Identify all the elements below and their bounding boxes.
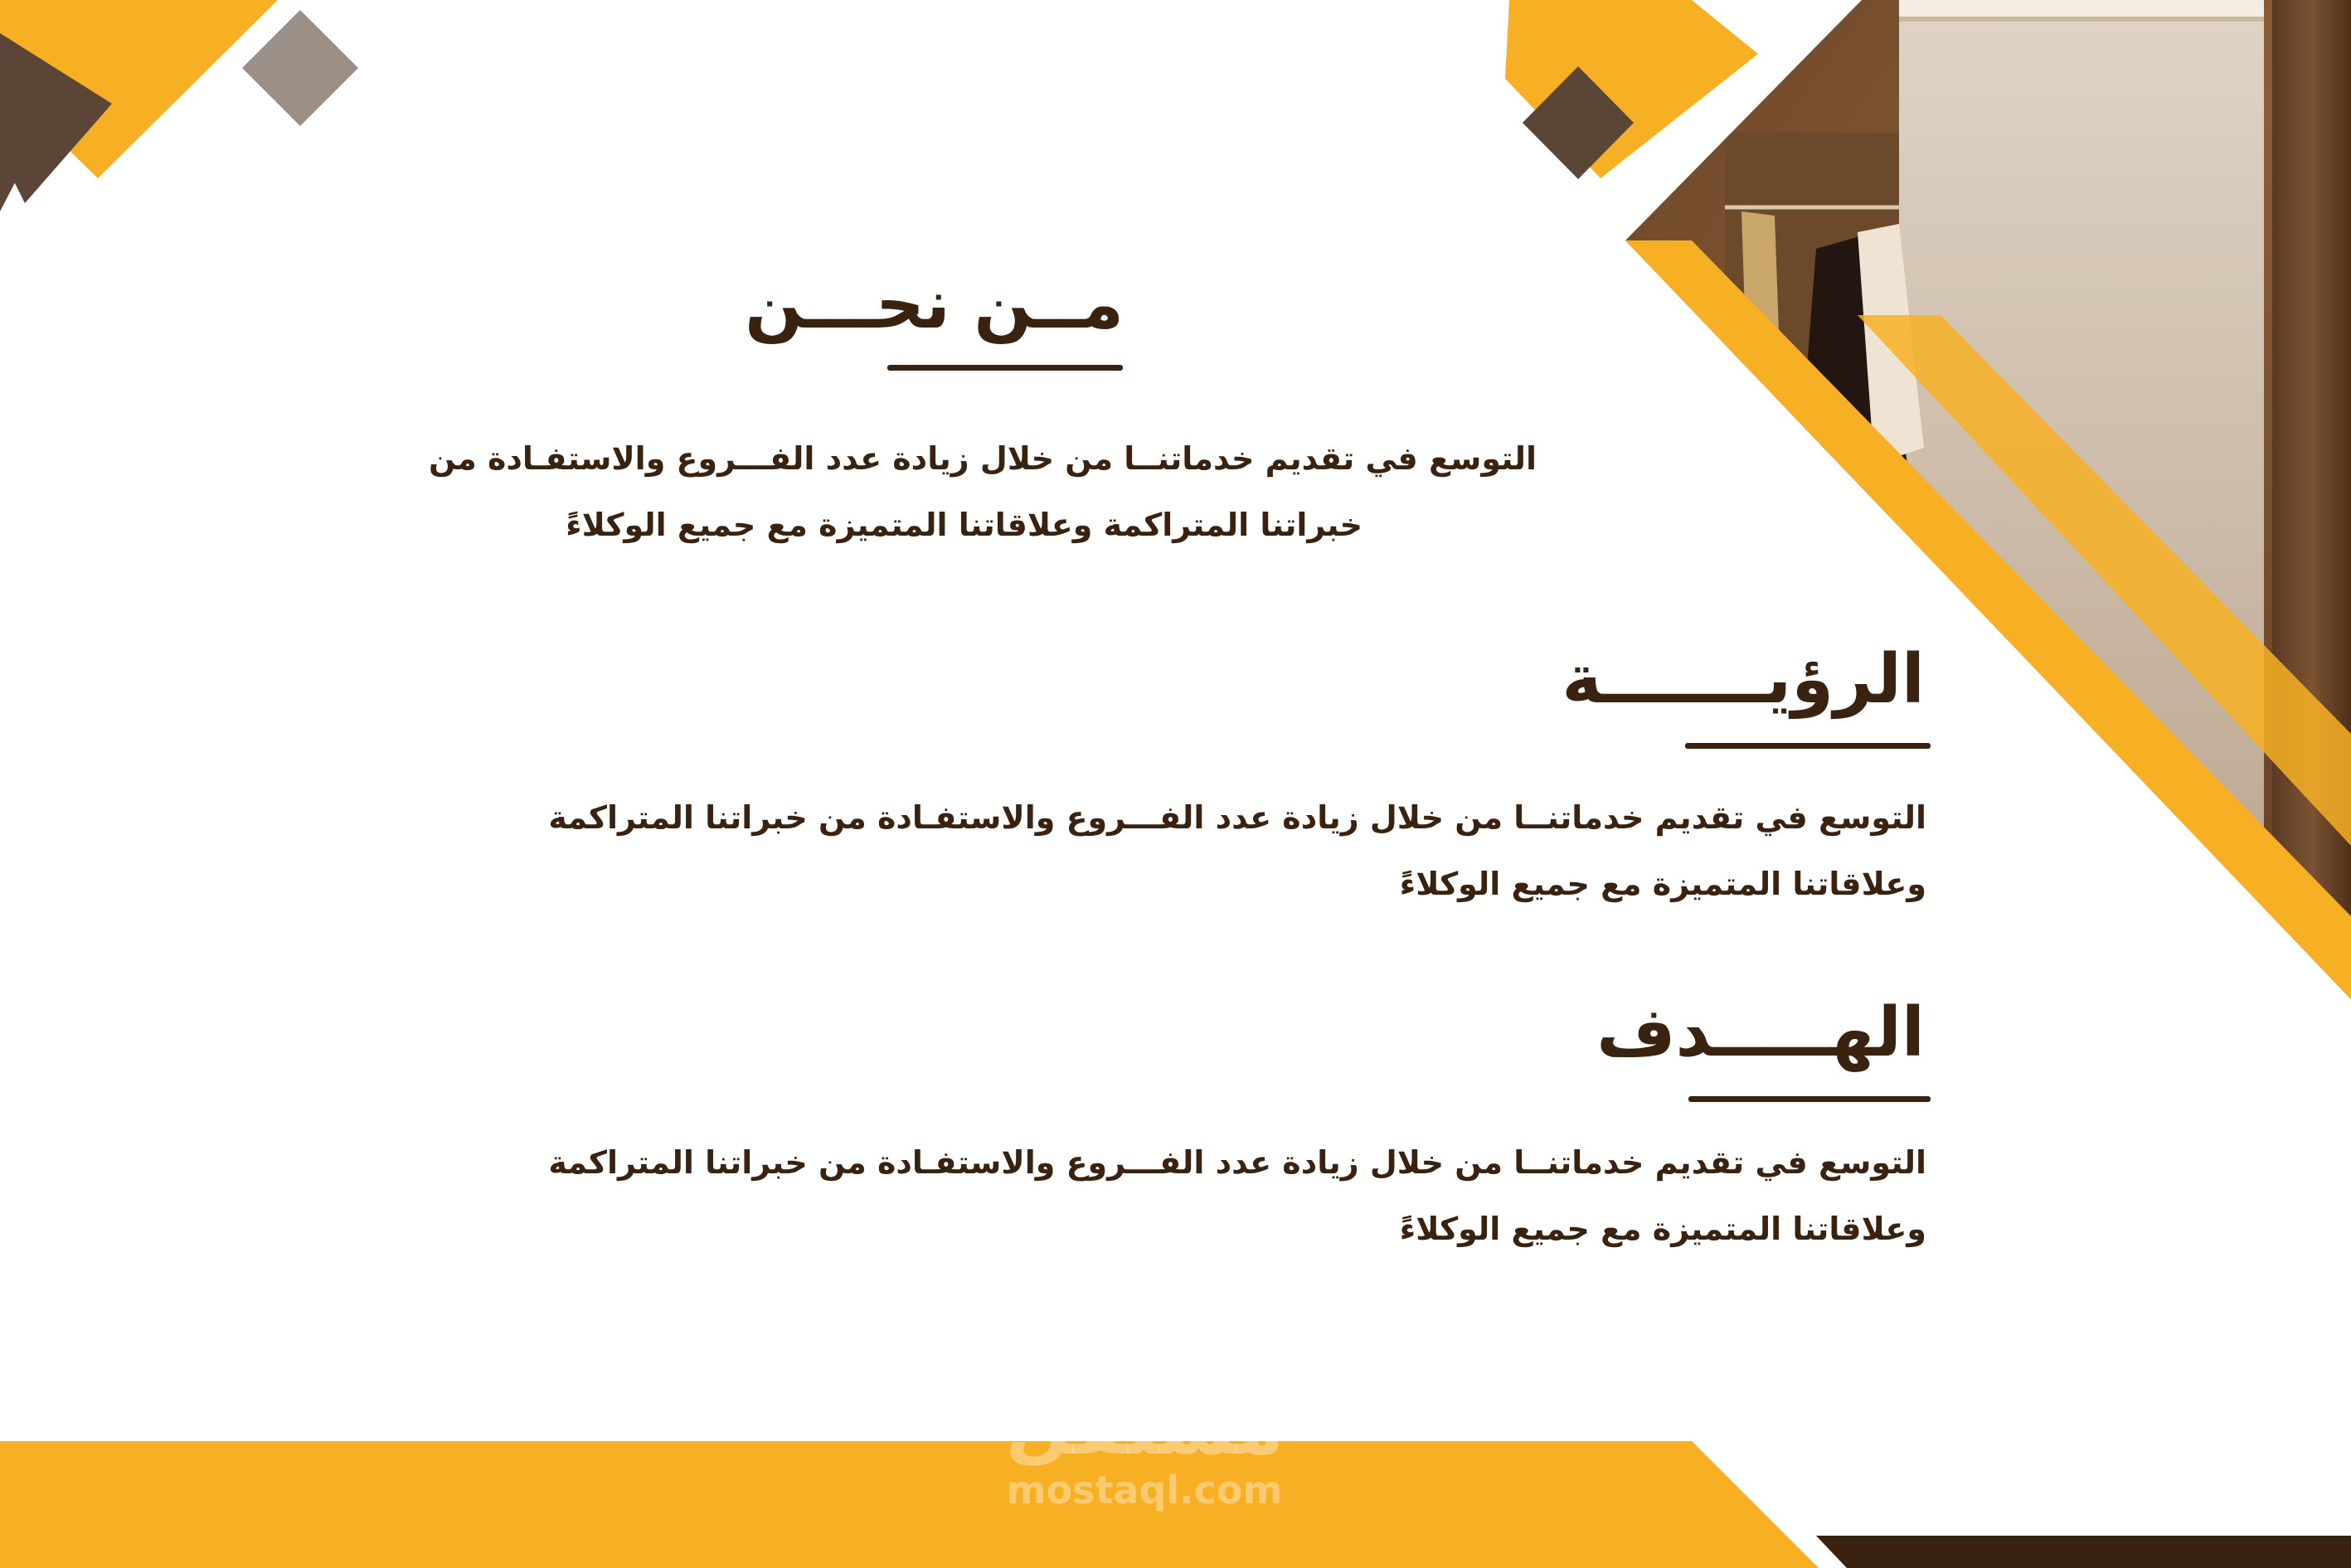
watermark-latin: mostaql.com — [1006, 1468, 1283, 1512]
goal-paragraph — [548, 1129, 1926, 1262]
bottom-yellow-band — [0, 1441, 1819, 1568]
vision-paragraph — [548, 784, 1926, 917]
vision-line-1: التوسع في تقديم خدماتنــا من خلال زيادة عدد الفـــروع والاستفـادة من خبراتنا المتراكمة — [548, 799, 1926, 836]
mostaql-watermark — [954, 1383, 1335, 1512]
about-line-1: التوسع في تقديم خدماتنــا من خلال زيادة عدد الفـــروع والاستفـادة من — [429, 440, 1537, 477]
about-title: مــن نحـــن — [745, 265, 1124, 344]
goal-title-underline — [1688, 1096, 1931, 1102]
bottom-brown-strip — [1816, 1536, 2351, 1568]
watermark-arabic: مستقل — [1004, 1383, 1285, 1472]
about-paragraph — [429, 425, 1537, 558]
goal-line-2: وعلاقاتنا المتميزة مع جميع الوكلاءً — [1399, 1211, 1926, 1247]
about-line-2: خبراتنا المتراكمة وعلاقاتنا المتميزة مع جميع الوكلاءً — [566, 507, 1363, 543]
vision-line-2: وعلاقاتنا المتميزة مع جميع الوكلاءً — [1399, 866, 1926, 902]
vision-title: الرؤيـــــــة — [1562, 640, 1925, 719]
taupe-diamond — [242, 10, 358, 126]
top-left-diamonds — [0, 0, 358, 211]
goal-line-1: التوسع في تقديم خدماتنــا من خلال زيادة عدد الفـــروع والاستفـادة من خبراتنا المتراكمة — [548, 1144, 1926, 1181]
vision-title-underline — [1685, 743, 1931, 749]
about-title-underline — [887, 365, 1123, 371]
goal-title: الهـــــدف — [1596, 993, 1925, 1072]
